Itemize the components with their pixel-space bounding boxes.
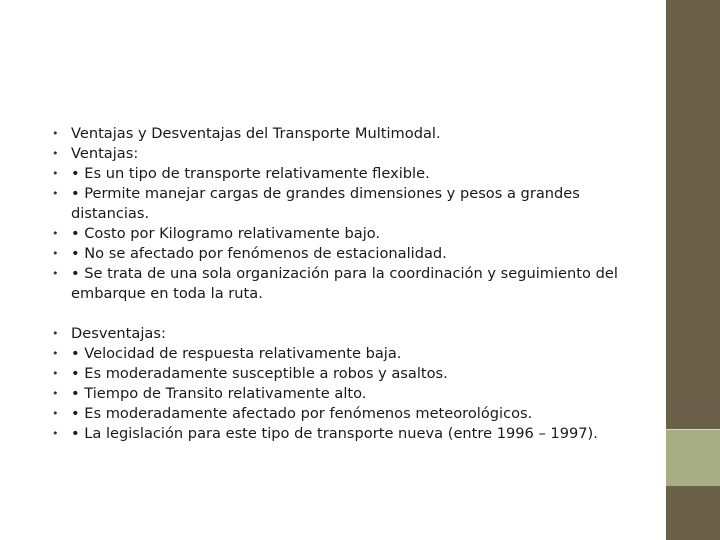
rail-segment-dark-bottom <box>666 486 720 540</box>
list-item <box>52 244 632 264</box>
bullet-icon: • <box>52 427 59 440</box>
bullet-list-ventajas <box>52 124 632 304</box>
list-item <box>52 324 632 344</box>
list-item-text: • Es un tipo de transporte relativamente flexible. <box>71 165 430 182</box>
bullet-icon: • <box>52 347 59 360</box>
list-item-text: Desventajas: <box>71 325 166 342</box>
list-item-text: • Tiempo de Transito relativamente alto. <box>71 385 367 402</box>
bullet-icon: • <box>52 187 59 200</box>
list-item-text: • Es moderadamente susceptible a robos y asaltos. <box>71 365 448 382</box>
list-item <box>52 364 632 384</box>
bullet-icon: • <box>52 247 59 260</box>
list-item-text: • Velocidad de respuesta relativamente baja. <box>71 345 402 362</box>
bullet-icon: • <box>52 387 59 400</box>
bullet-list-desventajas <box>52 324 632 444</box>
list-item-text: Ventajas y Desventajas del Transporte Multimodal. <box>71 125 441 142</box>
list-item-text: • Se trata de una sola organización para la coordinación y seguimiento del embarque en toda la ruta. <box>71 265 618 302</box>
list-item <box>52 404 632 424</box>
rail-segment-light <box>666 430 720 486</box>
list-item-text: • La legislación para este tipo de transporte nueva (entre 1996 – 1997). <box>71 425 598 442</box>
list-item-text: • Costo por Kilogramo relativamente bajo. <box>71 225 381 242</box>
decorative-side-rail <box>666 0 720 540</box>
rail-segment-dark-top <box>666 0 720 430</box>
list-item-text: • Permite manejar cargas de grandes dimensiones y pesos a grandes distancias. <box>71 185 580 222</box>
list-item-text: • Es moderadamente afectado por fenómenos meteorológicos. <box>71 405 533 422</box>
list-item-text: Ventajas: <box>71 145 139 162</box>
bullet-icon: • <box>52 407 59 420</box>
list-item <box>52 164 632 184</box>
bullet-icon: • <box>52 267 59 280</box>
bullet-icon: • <box>52 327 59 340</box>
spacer <box>52 304 632 324</box>
bullet-icon: • <box>52 127 59 140</box>
bullet-icon: • <box>52 227 59 240</box>
list-item <box>52 144 632 164</box>
list-item <box>52 124 632 144</box>
list-item <box>52 184 632 224</box>
list-item-text: • No se afectado por fenómenos de estacionalidad. <box>71 245 447 262</box>
bullet-content <box>52 124 632 444</box>
list-item <box>52 344 632 364</box>
bullet-icon: • <box>52 367 59 380</box>
list-item <box>52 264 632 304</box>
bullet-icon: • <box>52 147 59 160</box>
list-item <box>52 384 632 404</box>
bullet-icon: • <box>52 167 59 180</box>
list-item <box>52 224 632 244</box>
list-item <box>52 424 632 444</box>
